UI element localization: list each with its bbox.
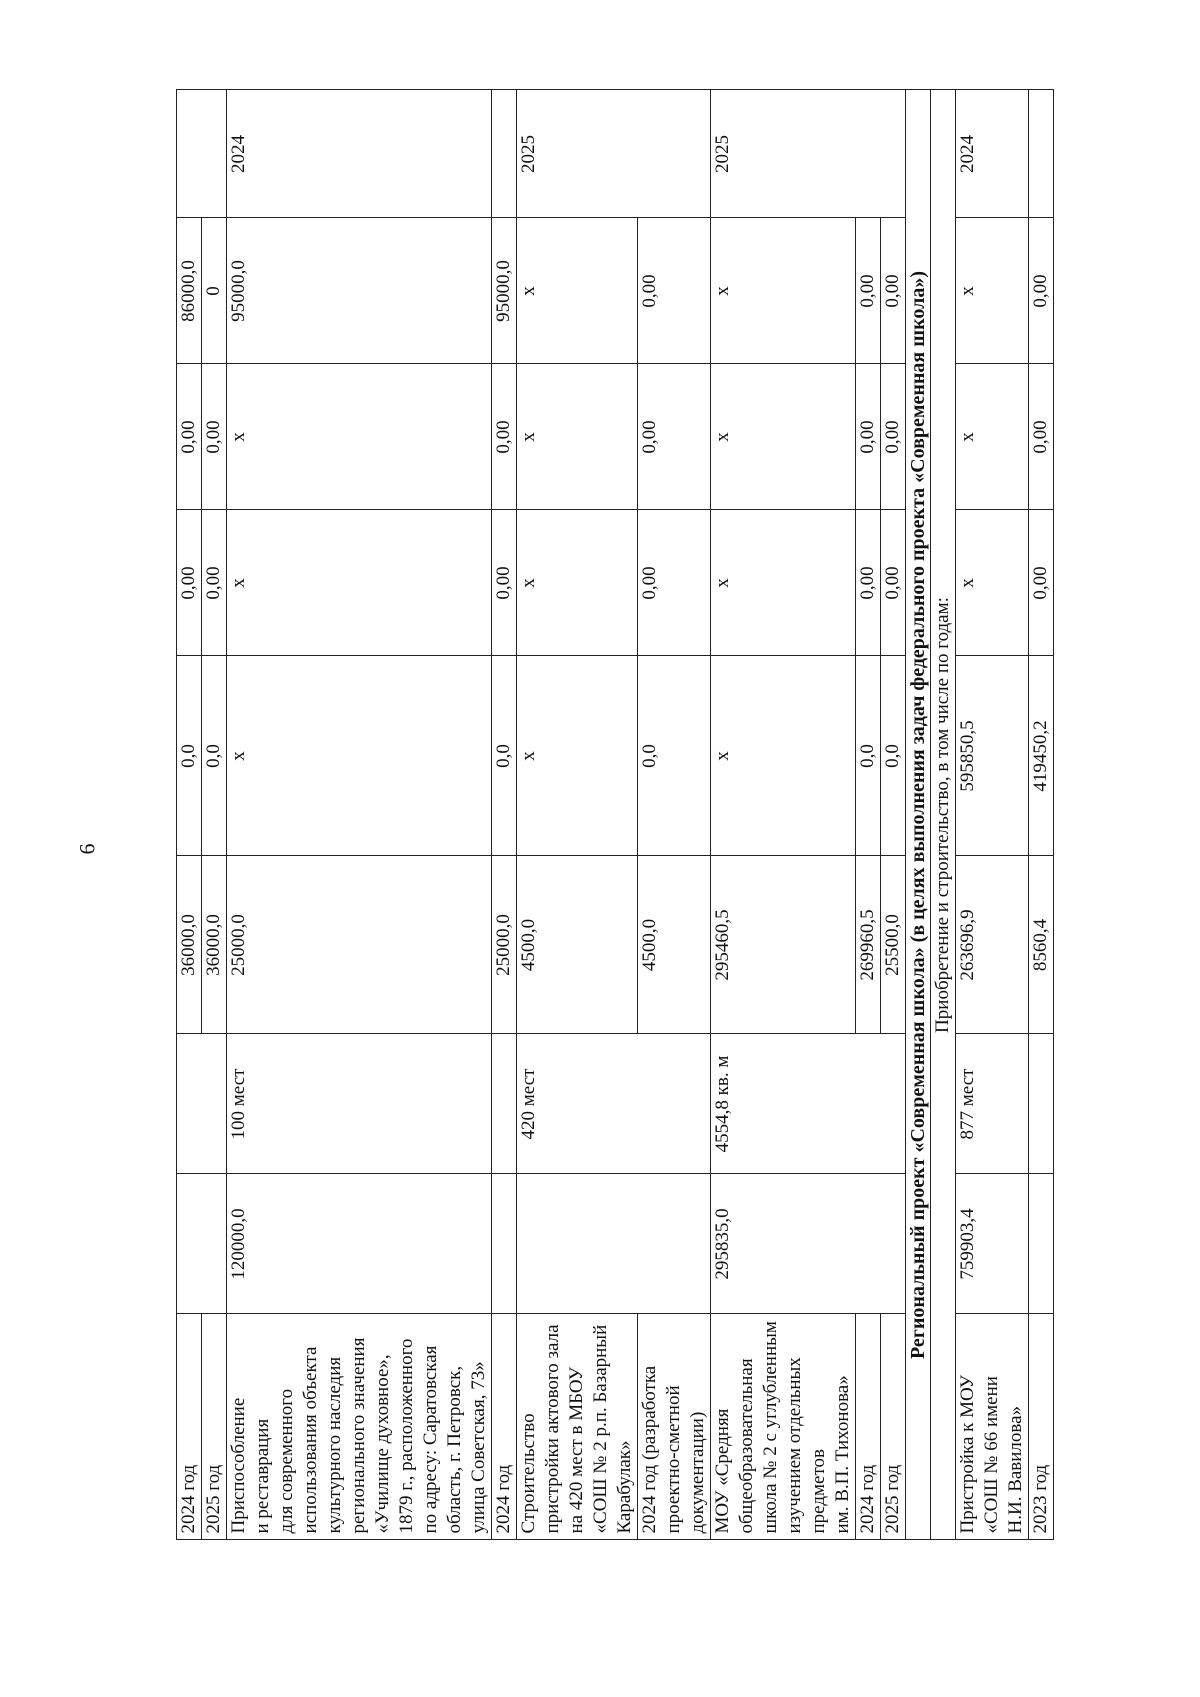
table-row bbox=[711, 90, 856, 1564]
cell: 0,00 bbox=[492, 510, 517, 656]
row-label: МОУ «Средняя общеобразовательная школа № 2 с углубленным изучением отдельных предметов им. В.П. Тихонова» bbox=[711, 1314, 856, 1540]
cell: x bbox=[711, 510, 856, 656]
cell: x bbox=[227, 364, 492, 510]
row-label: 2024 год (разработка проектно-сметной документации) bbox=[638, 1314, 711, 1540]
cell: 0,00 bbox=[638, 218, 711, 364]
table-row bbox=[227, 90, 492, 1564]
cell: 2024 bbox=[956, 90, 1029, 218]
cell: 4500,0 bbox=[517, 856, 638, 1034]
cell: 95000,0 bbox=[227, 218, 492, 364]
cell: 0,00 bbox=[1029, 510, 1054, 656]
table-row bbox=[517, 90, 638, 1564]
cell: 0,00 bbox=[202, 364, 227, 510]
cell: 0,0 bbox=[492, 656, 517, 856]
cell: 100 мест bbox=[227, 1034, 492, 1174]
cell: 2024 bbox=[227, 90, 492, 218]
cell: 25000,0 bbox=[227, 856, 492, 1034]
cell: 36000,0 bbox=[177, 856, 202, 1034]
cell: 0,00 bbox=[638, 364, 711, 510]
cell: 0,00 bbox=[881, 364, 906, 510]
cell: x bbox=[956, 218, 1029, 364]
cell: 877 мест bbox=[956, 1034, 1029, 1174]
cell: 36000,0 bbox=[202, 856, 227, 1034]
cell: 0,0 bbox=[856, 656, 881, 856]
cell: 0,00 bbox=[881, 510, 906, 656]
cell: 4500,0 bbox=[638, 856, 711, 1034]
subsection-title: Приобретение и строительство, в том числе по годам: bbox=[931, 90, 956, 1540]
cell: 759903,4 bbox=[956, 1174, 1029, 1314]
row-label: 2025 год bbox=[202, 1314, 227, 1540]
cell: x bbox=[227, 510, 492, 656]
cell: x bbox=[517, 510, 638, 656]
cell: 0,00 bbox=[1029, 364, 1054, 510]
cell: 0,0 bbox=[202, 656, 227, 856]
cell: 0,00 bbox=[638, 510, 711, 656]
cell: 4554,8 кв. м bbox=[711, 1034, 906, 1174]
cell: 0,0 bbox=[881, 656, 906, 856]
cell: x bbox=[956, 510, 1029, 656]
page-number: 6 bbox=[74, 843, 100, 855]
cell: 0,00 bbox=[492, 364, 517, 510]
cell: 8560,4 bbox=[1029, 856, 1054, 1034]
row-label: 2024 год bbox=[492, 1314, 517, 1540]
row-label: Приспособление и реставрация для современного использования объекта культурного наследия регионального значения «Училище духовное», 1879 г., расположенного по адресу: Саратовская область, г. Петровск, улица Советская, 73» bbox=[227, 1314, 492, 1540]
cell: x bbox=[227, 656, 492, 856]
row-label: 2024 год bbox=[856, 1314, 881, 1540]
cell: 295835,0 bbox=[711, 1174, 906, 1314]
cell: 0,00 bbox=[177, 364, 202, 510]
table-row bbox=[881, 90, 906, 1564]
cell: 263696,9 bbox=[956, 856, 1029, 1034]
cell: x bbox=[711, 218, 856, 364]
cell: x bbox=[956, 364, 1029, 510]
cell: 86000,0 bbox=[177, 218, 202, 364]
table-row bbox=[202, 90, 227, 1564]
cell: x bbox=[711, 656, 856, 856]
table-row bbox=[1029, 90, 1054, 1564]
row-label: 2025 год bbox=[881, 1314, 906, 1540]
cell: 2025 bbox=[711, 90, 906, 218]
table-row bbox=[956, 90, 1029, 1564]
row-label: 2023 год bbox=[1029, 1314, 1054, 1540]
cell: 0,00 bbox=[856, 218, 881, 364]
row-label: Строительство пристройки актового зала на 420 мест в МБОУ «СОШ № 2 р.п. Базарный Карабулак» bbox=[517, 1314, 638, 1540]
cell: 419450,2 bbox=[1029, 656, 1054, 856]
cell: 0,0 bbox=[638, 656, 711, 856]
row-label: Пристройка к МОУ «СОШ № 66 имени Н.И. Вавилова» bbox=[956, 1314, 1029, 1540]
section-title: Региональный проект «Современная школа» (в целях выполнения задач федерального проекта «Современная школа») bbox=[906, 90, 931, 1540]
cell: 95000,0 bbox=[492, 218, 517, 364]
cell: x bbox=[711, 364, 856, 510]
cell: 0,00 bbox=[856, 510, 881, 656]
cell: 269960,5 bbox=[856, 856, 881, 1034]
cell: 25000,0 bbox=[492, 856, 517, 1034]
table-row bbox=[177, 90, 202, 1564]
cell: x bbox=[517, 364, 638, 510]
cell: 0,0 bbox=[177, 656, 202, 856]
table-row bbox=[856, 90, 881, 1564]
cell: 0,00 bbox=[1029, 218, 1054, 364]
section-row bbox=[906, 90, 931, 1564]
cell: x bbox=[517, 656, 638, 856]
cell: 0 bbox=[202, 218, 227, 364]
cell: 0,00 bbox=[202, 510, 227, 656]
cell: 295460,5 bbox=[711, 856, 856, 1034]
cell: x bbox=[517, 218, 638, 364]
cell: 120000,0 bbox=[227, 1174, 492, 1314]
cell: 25500,0 bbox=[881, 856, 906, 1034]
document-sheet bbox=[176, 90, 1108, 1564]
cell: 0,00 bbox=[881, 218, 906, 364]
cell: 420 мест bbox=[517, 1034, 711, 1174]
table-row bbox=[492, 90, 517, 1564]
cell: 2025 bbox=[517, 90, 711, 218]
budget-table bbox=[176, 90, 1054, 1565]
table-row bbox=[638, 90, 711, 1564]
row-label: 2024 год bbox=[177, 1314, 202, 1540]
cell: 0,00 bbox=[856, 364, 881, 510]
subsection-row bbox=[931, 90, 956, 1564]
cell: 595850,5 bbox=[956, 656, 1029, 856]
cell: 0,00 bbox=[177, 510, 202, 656]
